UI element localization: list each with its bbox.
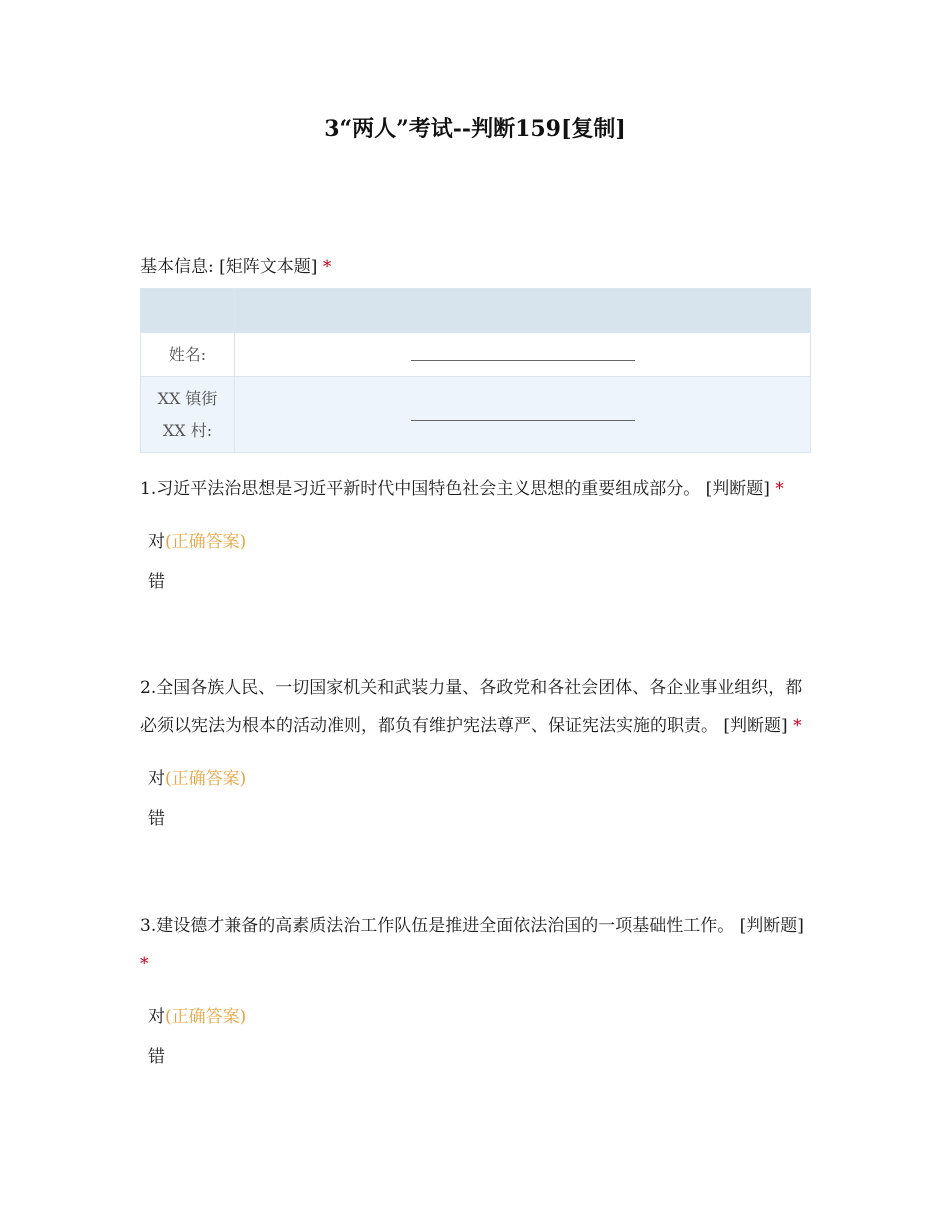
option-label: 错	[148, 1047, 165, 1067]
option-true[interactable]	[140, 522, 812, 562]
correct-answer-tag: (正确答案)	[165, 532, 247, 552]
question-type: [判断题]	[705, 479, 770, 499]
option-label: 对	[148, 769, 165, 789]
name-input-line[interactable]	[411, 347, 635, 361]
option-list	[140, 522, 812, 602]
matrix-header-cell	[235, 289, 811, 333]
name-label: 姓名:	[168, 344, 207, 364]
village-input-cell[interactable]	[235, 377, 811, 453]
village-label: XX 村:	[162, 420, 213, 440]
option-true[interactable]	[140, 997, 812, 1037]
question-type: [判断题]	[739, 916, 804, 936]
option-label: 错	[148, 572, 165, 592]
option-false[interactable]	[140, 799, 812, 839]
basic-info-label	[140, 252, 331, 277]
matrix-row-village	[141, 377, 811, 453]
matrix-row-name	[141, 333, 811, 377]
option-list	[140, 759, 812, 839]
option-label: 对	[148, 532, 165, 552]
question-stem: 2.全国各族人民、一切国家机关和武装力量、各政党和各社会团体、各企业事业组织，都必须以宪法为根本的活动准则，都负有维护宪法尊严、保证宪法实施的职责。	[140, 678, 803, 736]
village-input-line[interactable]	[411, 407, 635, 421]
basic-info-matrix	[140, 288, 811, 453]
question-2	[140, 669, 812, 839]
name-input-cell[interactable]	[235, 333, 811, 377]
question-3	[140, 907, 812, 1077]
matrix-header-row	[141, 289, 811, 333]
question-text	[140, 669, 812, 745]
option-list	[140, 997, 812, 1077]
matrix-row-label	[141, 377, 235, 453]
required-mark: *	[775, 479, 784, 499]
question-type: [判断题]	[723, 716, 788, 736]
correct-answer-tag: (正确答案)	[165, 769, 247, 789]
required-mark: *	[793, 716, 802, 736]
question-stem: 1.习近平法治思想是习近平新时代中国特色社会主义思想的重要组成部分。	[140, 479, 701, 499]
question-stem: 3.建设德才兼备的高素质法治工作队伍是推进全面依法治国的一项基础性工作。	[140, 916, 735, 936]
question-1	[140, 470, 812, 602]
matrix-row-label	[141, 333, 235, 377]
question-text	[140, 470, 812, 508]
option-false[interactable]	[140, 1037, 812, 1077]
option-label: 错	[148, 809, 165, 829]
option-label: 对	[148, 1007, 165, 1027]
option-false[interactable]	[140, 562, 812, 602]
page-title: 3“两人”考试--判断159[复制]	[324, 116, 626, 142]
question-text	[140, 907, 812, 983]
town-label: XX 镇街	[157, 388, 218, 408]
basic-info-type: [矩阵文本题]	[219, 257, 318, 277]
required-mark: *	[140, 954, 149, 974]
option-true[interactable]	[140, 759, 812, 799]
basic-info-title: 基本信息:	[140, 257, 214, 277]
matrix-header-corner	[141, 289, 235, 333]
required-mark: *	[322, 257, 332, 277]
correct-answer-tag: (正确答案)	[165, 1007, 247, 1027]
